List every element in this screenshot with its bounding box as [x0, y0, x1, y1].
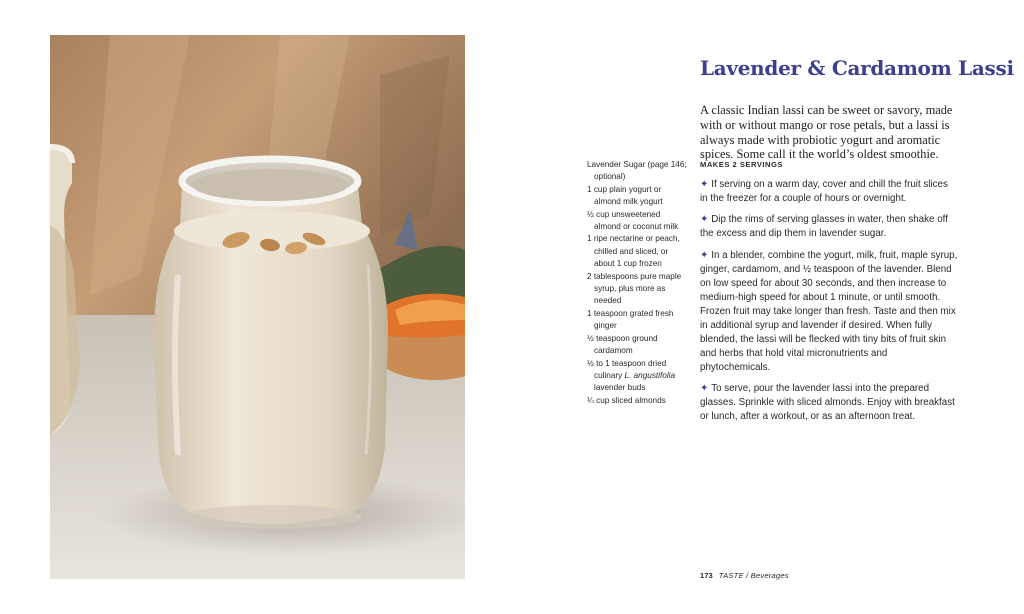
steps-list: [700, 178, 958, 432]
recipe-photo: [50, 35, 465, 579]
ingredient-text: ½ to 1 teaspoon dried culinary: [587, 358, 667, 380]
ingredient-item: ¼ cup sliced almonds: [587, 395, 666, 405]
step-text: Dip the rims of serving glasses in water, then shake off the excess and dip them in lavender sugar.: [700, 214, 948, 240]
ingredient-item: 1 ripe nectarine or peach, chilled and sliced, or about 1 cup frozen: [587, 234, 680, 269]
recipe-yield: MAKES 2 SERVINGS: [700, 160, 783, 169]
page-footer: [700, 571, 789, 580]
book-section-label: TASTE / Beverages: [718, 571, 789, 580]
ingredient-text: lavender buds: [594, 383, 646, 393]
ingredient-species-name: L. angustifolia: [624, 370, 676, 380]
step-text: If serving on a warm day, cover and chill the fruit slices in the freezer for a couple of hours or overnight.: [700, 179, 948, 204]
recipe-intro: A classic Indian lassi can be sweet or savory, made with or without mango or rose petals, but a lassi is always made with probiotic yogurt and aromatic spices. Some call it the world’s oldest smoothie.: [700, 103, 953, 162]
step-text: To serve, pour the lavender lassi into the prepared glasses. Sprinkle with sliced almonds. Enjoy with breakfast or lunch, after a workout, or as an afternoon treat.: [700, 383, 955, 423]
ingredient-item: ½ cup unsweetened almond or coconut milk: [587, 209, 679, 232]
step-item: [700, 382, 958, 424]
ingredient-item: Lavender Sugar (page 146; optional): [587, 160, 687, 182]
step-marker-icon: ✦: [700, 179, 709, 190]
step-text: In a blender, combine the yogurt, milk, fruit, maple syrup, ginger, cardamom, and ½ teaspoon of the lavender. Blend on low speed for about 30 seconds, and then increase to medium-high speed for about 1 minute, or until smooth. Frozen fruit may take longer than fresh. Taste and then mix in additional syrup and lavender if desired. When fully blended, the lassi will be flecked with tiny bits of fruit skin and herbs that hold vital micronutrients and phytochemicals.: [700, 249, 958, 373]
ingredient-item: [587, 358, 687, 395]
recipe-title: Lavender & Cardamom Lassi: [700, 56, 1014, 80]
step-item: [700, 178, 958, 206]
step-marker-icon: ✦: [700, 214, 709, 226]
step-marker-icon: ✦: [700, 383, 709, 395]
ingredient-item: 2 tablespoons pure maple syrup, plus more as needed: [587, 271, 682, 306]
step-item: [700, 249, 958, 375]
step-marker-icon: ✦: [700, 249, 709, 261]
ingredient-item: 1 teaspoon grated fresh ginger: [587, 308, 674, 331]
step-item: [700, 213, 958, 241]
ingredients-list: [587, 159, 687, 407]
page-number: 173: [700, 571, 713, 580]
ingredient-item: 1 cup plain yogurt or almond milk yogurt: [587, 184, 663, 207]
ingredient-item: ½ teaspoon ground cardamom: [587, 333, 658, 356]
